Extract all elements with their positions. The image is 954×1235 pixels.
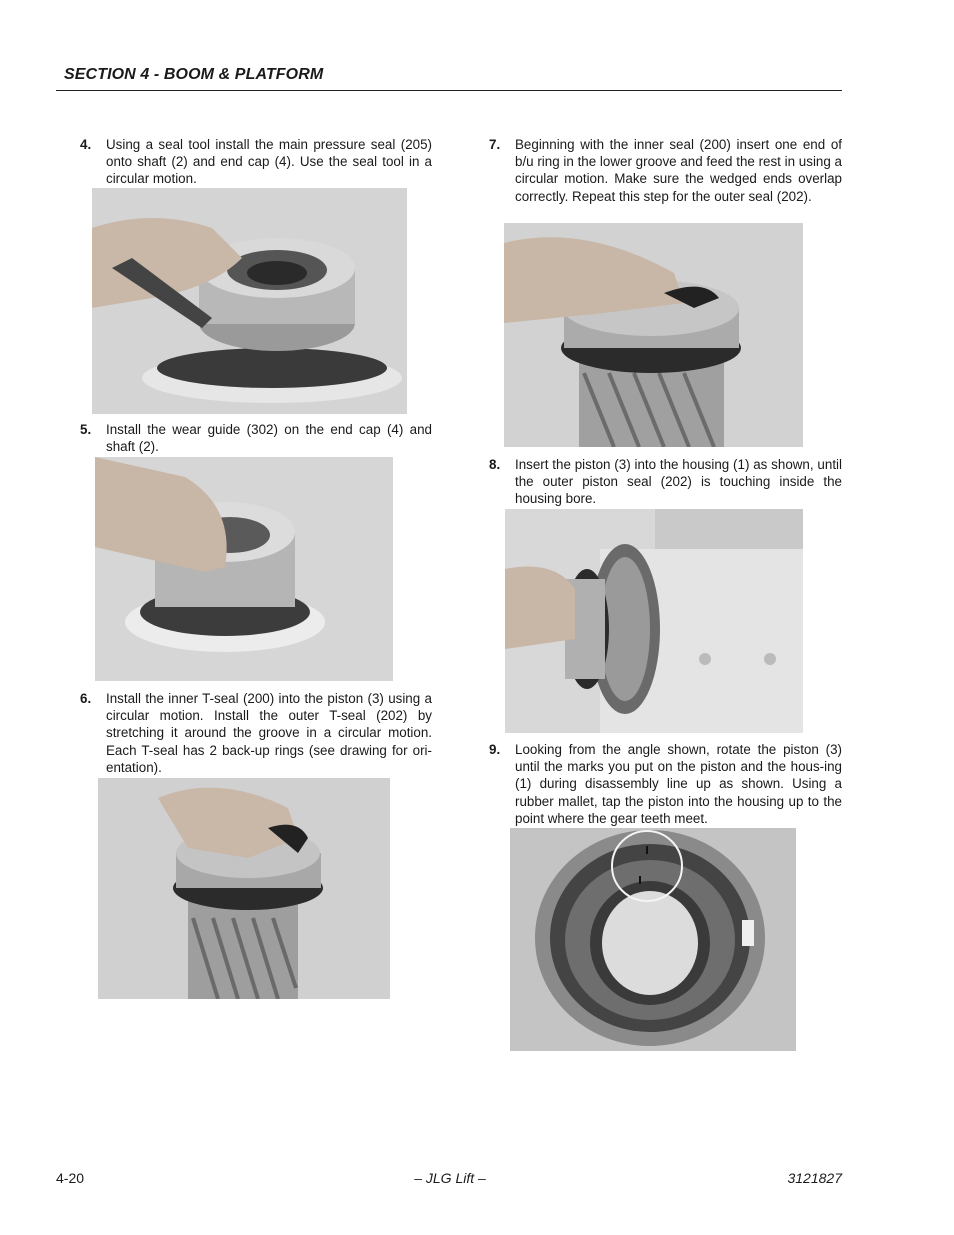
document-number: 3121827 (787, 1170, 842, 1186)
step-5 (80, 421, 432, 457)
step-text: Beginning with the inner seal (200) insert one end of b/u ring in the lower groove and feed the rest in using a circular motion. Make sure the wedged ends overlap correctly. Repeat this step for the outer seal (202). (515, 137, 842, 204)
step-text: Install the inner T-seal (200) into the piston (3) using a circular motion. Install the outer T-seal (202) by stretching it around the groove in a circular motion. Each T-seal has 2 back-up rings (see drawing for ori-entation). (106, 691, 432, 775)
photo-piston-into-housing (505, 509, 803, 733)
page-number: 4-20 (56, 1170, 85, 1186)
step-number: 7. (489, 137, 501, 152)
step-text: Looking from the angle shown, rotate the piston (3) until the marks you put on the piston and the hous-ing (1) during disassembly line up as shown. Using a rubber mallet, tap the piston into the housing up to the point where the gear teeth meet. (515, 742, 842, 826)
photo-seal-tool-install (92, 188, 407, 414)
step-number: 8. (489, 457, 501, 472)
section-header (56, 64, 842, 91)
step-number: 5. (80, 422, 92, 437)
step-7 (489, 136, 842, 222)
photo-wear-guide-install (95, 457, 393, 681)
section-title: SECTION 4 - BOOM & PLATFORM (64, 66, 324, 83)
step-8 (489, 456, 842, 508)
step-6 (80, 690, 432, 776)
step-number: 9. (489, 742, 501, 757)
step-number: 6. (80, 691, 92, 706)
photo-backup-ring-install (504, 223, 803, 447)
step-text: Using a seal tool install the main pressure seal (205) onto shaft (2) and end cap (4). Use the seal tool in a circular motion. (106, 137, 432, 187)
footer-center-label: – JLG Lift – (414, 1170, 486, 1186)
step-number: 4. (80, 137, 92, 152)
step-4 (80, 136, 432, 188)
photo-alignment-marks (510, 828, 796, 1051)
step-9 (489, 741, 842, 827)
step-text: Install the wear guide (302) on the end cap (4) and shaft (2). (106, 422, 432, 455)
photo-t-seal-install (98, 778, 390, 999)
step-text: Insert the piston (3) into the housing (1) as shown, until the outer piston seal (202) is touching inside the housing bore. (515, 457, 842, 507)
